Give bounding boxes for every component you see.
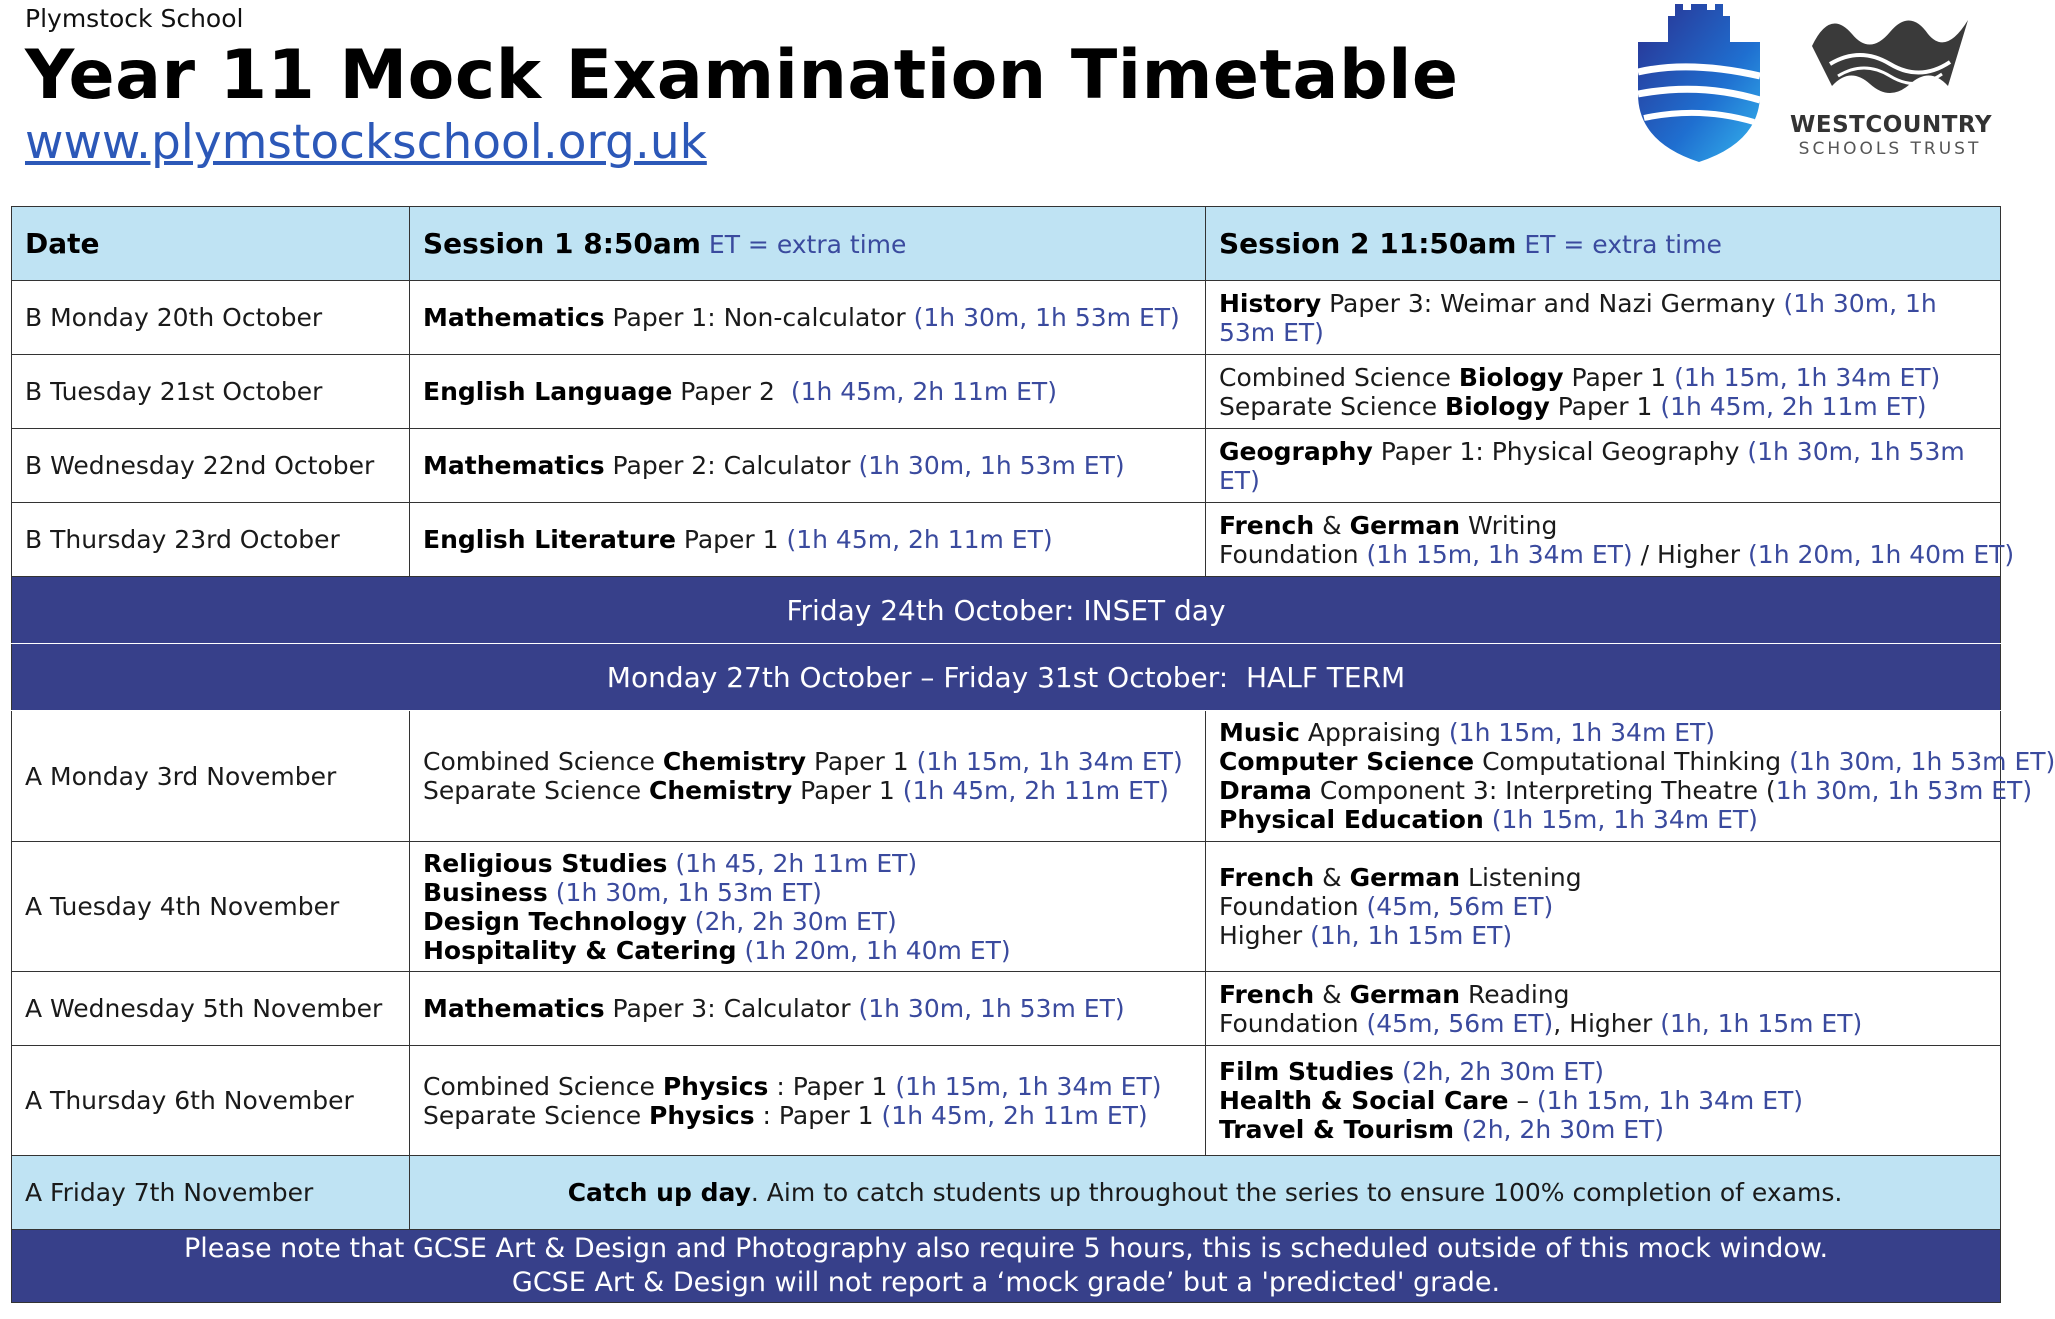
header-session-1: Session 1 8:50am ET = extra time [410,207,1206,281]
table-header-row [12,207,2001,281]
row-date: B Thursday 23rd October [12,503,410,577]
exam-timetable [11,206,2055,1303]
session-2-cell: Film Studies (2h, 2h 30m ET) Health & Social Care – (1h 15m, 1h 34m ET) Travel & Tourism (2h, 2h 30m ET) [1206,1046,2001,1156]
half-term-text: Monday 27th October – Friday 31st October: HALF TERM [12,644,2001,711]
row-date: A Monday 3rd November [12,711,410,842]
catch-up-row [12,1156,2001,1230]
table-row [12,842,2001,972]
trust-emblem-icon [1790,6,1990,106]
session-1-cell: Mathematics Paper 2: Calculator (1h 30m, 1h 53m ET) [410,429,1206,503]
half-term-row [12,644,2001,711]
row-date: A Wednesday 5th November [12,972,410,1046]
session-1-cell: Combined Science Chemistry Paper 1 (1h 15m, 1h 34m ET) Separate Science Chemistry Paper 1 (1h 45m, 2h 11m ET) [410,711,1206,842]
school-website-link[interactable]: www.plymstockschool.org.uk [25,115,707,170]
school-name: Plymstock School [25,4,244,33]
westcountry-trust-logo [1790,6,1990,166]
catch-up-text: Catch up day. Aim to catch students up throughout the series to ensure 100% completion of exams. [410,1156,2001,1230]
session-2-cell: Geography Paper 1: Physical Geography (1h 30m, 1h 53m ET) [1206,429,2001,503]
session-1-cell: Religious Studies (1h 45, 2h 11m ET) Business (1h 30m, 1h 53m ET) Design Technology (2h, 2h 30m ET) Hospitality & Catering (1h 20m, 1h 40m ET) [410,842,1206,972]
row-date: A Tuesday 4th November [12,842,410,972]
session-1-cell: Mathematics Paper 1: Non-calculator (1h 30m, 1h 53m ET) [410,281,1206,355]
session-2-cell: History Paper 3: Weimar and Nazi Germany (1h 30m, 1h 53m ET) [1206,281,2001,355]
session-2-cell: French & German Reading Foundation (45m, 56m ET), Higher (1h, 1h 15m ET) [1206,972,2001,1046]
header-session-2: Session 2 11:50am ET = extra time [1206,207,2001,281]
table-row [12,1046,2001,1156]
table-row [12,972,2001,1046]
plymstock-shield-logo [1630,2,1768,164]
table-row [12,355,2001,429]
art-design-note-row [12,1230,2001,1303]
session-1-cell: English Literature Paper 1 (1h 45m, 2h 11m ET) [410,503,1206,577]
page-title: Year 11 Mock Examination Timetable [25,36,1459,115]
inset-day-row [12,577,2001,644]
session-1-cell: Combined Science Physics : Paper 1 (1h 15m, 1h 34m ET) Separate Science Physics : Paper 1 (1h 45m, 2h 11m ET) [410,1046,1206,1156]
session-1-cell: English Language Paper 2 (1h 45m, 2h 11m ET) [410,355,1206,429]
header-date: Date [12,207,410,281]
inset-day-text: Friday 24th October: INSET day [12,577,2001,644]
session-2-cell: French & German Listening Foundation (45m, 56m ET) Higher (1h, 1h 15m ET) [1206,842,2001,972]
table-row [12,503,2001,577]
session-2-cell: Music Appraising (1h 15m, 1h 34m ET) Computer Science Computational Thinking (1h 30m, 1h 53m ET) Drama Component 3: Interpreting Theatre (1h 30m, 1h 53m ET) Physical Education (1h 15m, 1h 34m ET) [1206,711,2001,842]
row-date: A Friday 7th November [12,1156,410,1230]
art-design-note: Please note that GCSE Art & Design and Photography also require 5 hours, this is scheduled outside of this mock window. GCSE Art & Design will not report a ‘mock grade’ but a 'predicted' grade. [12,1230,2001,1303]
row-date: A Thursday 6th November [12,1046,410,1156]
table-row [12,281,2001,355]
row-date: B Tuesday 21st October [12,355,410,429]
row-date: B Wednesday 22nd October [12,429,410,503]
trust-subtitle: SCHOOLS TRUST [1798,139,1982,159]
row-date: B Monday 20th October [12,281,410,355]
table-row [12,429,2001,503]
table-row [12,711,2001,842]
trust-name: WESTCOUNTRY [1790,112,1992,138]
session-2-cell: French & German Writing Foundation (1h 15m, 1h 34m ET) / Higher (1h 20m, 1h 40m ET) [1206,503,2001,577]
session-2-cell: Combined Science Biology Paper 1 (1h 15m, 1h 34m ET) Separate Science Biology Paper 1 (1h 45m, 2h 11m ET) [1206,355,2001,429]
session-1-cell: Mathematics Paper 3: Calculator (1h 30m, 1h 53m ET) [410,972,1206,1046]
